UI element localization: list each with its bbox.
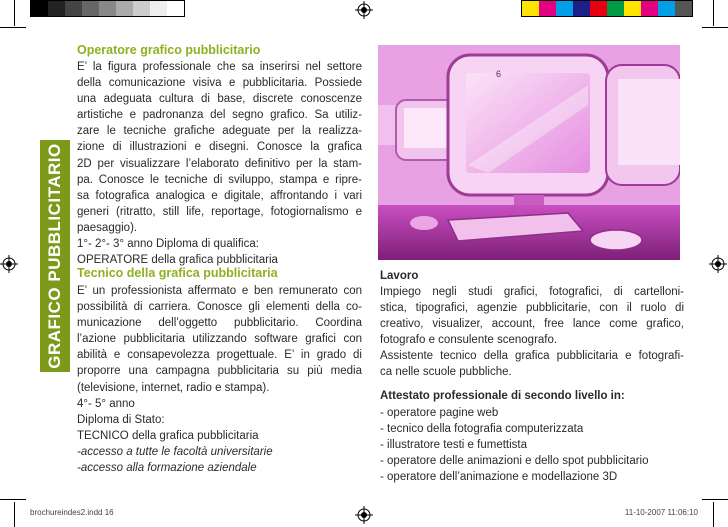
list-item: - operatore delle animazioni e dello spot pubblicitario <box>380 455 649 468</box>
registration-swatch <box>573 1 590 16</box>
grayscale-registration-bar <box>30 0 185 17</box>
registration-target-icon <box>355 506 373 524</box>
crop-mark <box>0 499 26 500</box>
crop-mark <box>14 0 15 26</box>
footer-timestamp: 11-10-2007 11:06:10 <box>624 508 698 517</box>
registration-swatch <box>31 1 48 16</box>
registration-swatch <box>607 1 624 16</box>
text-line: l’azione pubblicitaria utilizzando software grafici con <box>77 333 362 346</box>
registration-swatch <box>116 1 133 16</box>
text-line: fotografo e consulente scenografo. <box>380 334 558 347</box>
registration-swatch <box>624 1 641 16</box>
registration-swatch <box>556 1 573 16</box>
registration-swatch <box>658 1 675 16</box>
text-line: proporre una campagna pubblicitaria su più media <box>77 365 362 378</box>
crop-mark <box>713 502 714 527</box>
list-item: - tecnico della fotografia computerizzata <box>380 423 584 436</box>
text-line: sa fotografica analogica e digitale, affrontando i vari <box>77 189 362 202</box>
computer-lab-illustration <box>378 45 680 260</box>
text-line: artistiche e padronanza del segno grafico. Sa utiliz- <box>77 109 362 122</box>
text-line: OPERATORE della grafica pubblicitaria <box>77 254 278 267</box>
crop-mark <box>702 499 728 500</box>
text-line: zione di illustrazioni e disegni. Conosce la grafica <box>77 141 362 154</box>
color-registration-bar <box>521 0 693 17</box>
section2-heading: Tecnico della grafica pubblicitaria <box>77 266 278 280</box>
text-line: una adeguata cultura di base, discrete conoscenze <box>77 93 362 106</box>
text-line: Assistente tecnico della grafica pubblicitaria e fotografi- <box>380 350 684 363</box>
list-item: - illustratore testi e fumettista <box>380 439 527 452</box>
section1-heading: Operatore grafico pubblicitario <box>77 43 261 57</box>
text-line: 2D per visualizzare l’elaborato definitivo per la stam- <box>77 157 362 170</box>
registration-swatch <box>48 1 65 16</box>
crop-mark <box>702 27 728 28</box>
text-line: ca nelle scuole pubbliche. <box>380 366 512 379</box>
attestato-heading: Attestato professionale di secondo livello in: <box>380 390 625 402</box>
crop-mark <box>14 502 15 527</box>
registration-swatch <box>522 1 539 16</box>
text-line: 1°- 2°- 3° anno Diploma di qualifica: <box>77 238 259 251</box>
text-line: possibilità di carriera. Conosce gli elementi della co- <box>77 301 362 314</box>
text-line: 4°- 5° anno <box>77 397 135 410</box>
text-line: stica, tipografici, agenzie pubblicitarie, con il ruolo di <box>380 302 684 315</box>
monitor-number-label: 6 <box>496 69 502 79</box>
registration-swatch <box>641 1 658 16</box>
registration-swatch <box>82 1 99 16</box>
registration-swatch <box>675 1 692 16</box>
registration-target-icon <box>355 1 373 19</box>
text-line: creativo, visualizer, account, free lance come grafico, <box>380 318 684 331</box>
crop-mark <box>0 27 26 28</box>
text-line: paesaggio). <box>77 221 138 234</box>
list-item: - operatore pagine web <box>380 407 499 419</box>
registration-swatch <box>99 1 116 16</box>
text-line: (televisione, internet, radio e stampa). <box>77 381 270 394</box>
footer-filename: brochureindes2.indd 16 <box>30 508 114 517</box>
text-line: E’ la figura professionale che sa inserirsi nel settore <box>77 61 362 73</box>
list-item: - operatore dell’animazione e modellazione 3D <box>380 471 618 484</box>
text-line: Impiego negli studi grafici, fotografici, di cartelloni- <box>380 286 684 298</box>
registration-swatch <box>539 1 556 16</box>
text-line: E’ un professionista affermato e ben remunerato con <box>77 285 362 297</box>
registration-swatch <box>133 1 150 16</box>
section1-body <box>77 59 362 268</box>
registration-swatch <box>590 1 607 16</box>
text-line: Diploma di Stato: <box>77 413 165 426</box>
text-line: municazione dell’oggetto pubblicitario. Coordina <box>77 317 362 330</box>
lavoro-heading: Lavoro <box>380 270 419 282</box>
text-line: -accesso alla formazione aziendale <box>77 462 257 475</box>
side-band-label: GRAFICO PUBBLICITARIO <box>45 143 64 369</box>
text-line: generi (ritratto, still life, reportage, fotogiornalismo e <box>77 205 362 218</box>
registration-target-icon <box>0 255 18 273</box>
text-line: pa. Conosce le tecniche di sviluppo, stampa e ripre- <box>77 173 362 186</box>
text-line: abilità e consapevolezza progettuale. E’ in grado di <box>77 349 362 362</box>
text-line: TECNICO della grafica pubblicitaria <box>77 429 259 442</box>
text-line: -accesso a tutte le facoltà universitarie <box>77 445 273 458</box>
attestato-list <box>380 405 649 485</box>
registration-swatch <box>150 1 167 16</box>
lavoro-body <box>380 284 684 381</box>
registration-swatch <box>167 1 184 16</box>
computer-lab-photo <box>378 45 680 260</box>
text-line: zare le tecniche grafiche adeguate per la realizza- <box>77 125 362 138</box>
registration-target-icon <box>709 255 727 273</box>
registration-swatch <box>65 1 82 16</box>
section2-body <box>77 283 362 476</box>
crop-mark <box>713 0 714 26</box>
text-line: della comunicazione visiva e pubblicitaria. Possiede <box>77 77 362 90</box>
